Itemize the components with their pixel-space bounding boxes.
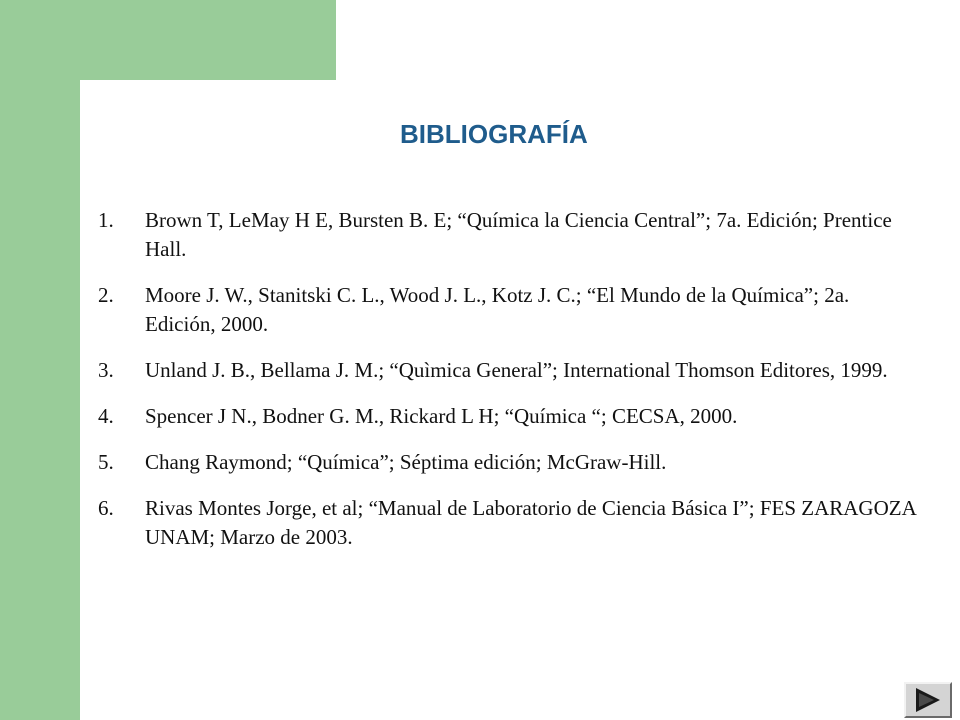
reference-item-2 xyxy=(98,281,918,339)
reference-item-6 xyxy=(98,494,918,552)
next-slide-button[interactable] xyxy=(904,682,952,718)
reference-item-5 xyxy=(98,448,918,477)
reference-text: Rivas Montes Jorge, et al; “Manual de Laboratorio de Ciencia Básica I”; FES ZARAGOZA UNAM; Marzo de 2003. xyxy=(145,496,916,549)
reference-number: 2. xyxy=(98,283,114,307)
reference-number: 5. xyxy=(98,450,114,474)
green-sidebar-strip xyxy=(0,0,80,720)
reference-item-3 xyxy=(98,356,918,385)
reference-item-4 xyxy=(98,402,918,431)
reference-text: Chang Raymond; “Química”; Séptima edición; McGraw-Hill. xyxy=(145,450,667,474)
green-header-tab xyxy=(0,0,336,80)
reference-text: Moore J. W., Stanitski C. L., Wood J. L., Kotz J. C.; “El Mundo de la Química”; 2a. Edición, 2000. xyxy=(145,283,850,336)
page-title: BIBLIOGRAFÍA xyxy=(400,119,588,149)
reference-number: 3. xyxy=(98,358,114,382)
next-arrow-icon xyxy=(914,687,942,713)
reference-text: Brown T, LeMay H E, Bursten B. E; “Química la Ciencia Central”; 7a. Edición; Prentice Hall. xyxy=(145,208,892,261)
reference-number: 1. xyxy=(98,208,114,232)
reference-text: Unland J. B., Bellama J. M.; “Quìmica General”; International Thomson Editores, 1999. xyxy=(145,358,888,382)
bibliography-list xyxy=(98,206,918,569)
reference-number: 4. xyxy=(98,404,114,428)
reference-text: Spencer J N., Bodner G. M., Rickard L H; “Química “; CECSA, 2000. xyxy=(145,404,738,428)
reference-item-1 xyxy=(98,206,918,264)
reference-number: 6. xyxy=(98,496,114,520)
